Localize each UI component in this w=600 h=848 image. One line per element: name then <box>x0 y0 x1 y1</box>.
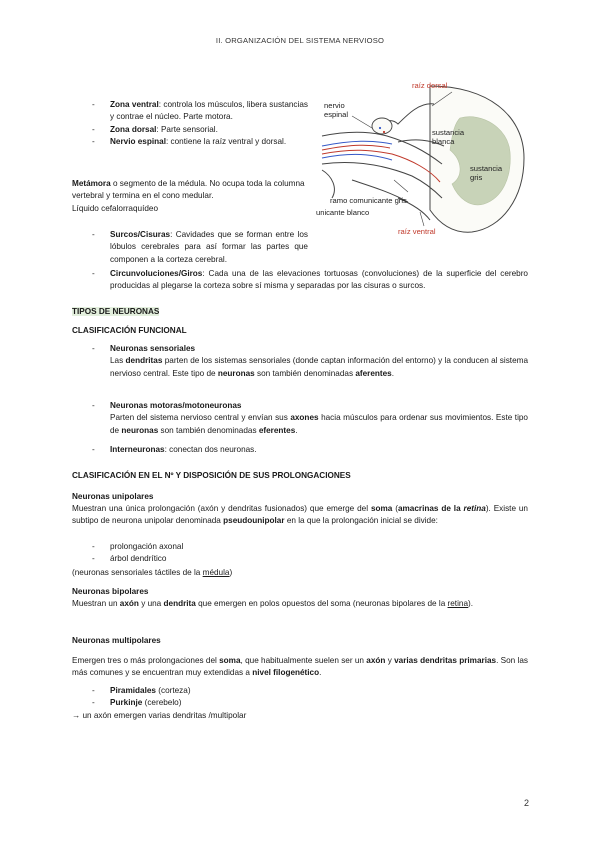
diagram-label-unicante-blanco: unicante blanco <box>316 208 370 217</box>
neuron-unipolares-title: Neuronas unipolares <box>72 492 154 501</box>
neuron-type-interneuronas: - Interneuronas: conectan dos neuronas. <box>92 445 257 454</box>
diagram-label-ramo-comunicante: ramo comunicante gris <box>330 196 407 205</box>
unipolar-sublist <box>92 541 184 566</box>
page-header: II. ORGANIZACIÓN DEL SISTEMA NERVIOSO <box>215 36 385 45</box>
neuron-unipolares-text: Muestran una única prolongación (axón y dendritas fusionados) que emerge del soma (amacrinas de la retina). Existe un subtipo de neurona unipolar denominada pseudounipolar en la que la prolongación inicial se divide: <box>72 504 528 526</box>
multipolar-sublist <box>92 685 191 710</box>
list-item: - prolongación axonal <box>92 542 184 551</box>
neuron-multipolares-title: Neuronas multipolares <box>72 636 161 645</box>
list-item: - Zona ventral: controla los músculos, libera sustancias y contrae el núcleo. Parte motora. <box>92 100 308 122</box>
spinal-list <box>92 99 308 149</box>
cortex-list-item: - Surcos/Cisuras: Cavidades que se forman entre los lóbulos cerebrales para así formar las partes que componen a la corteza cerebral. <box>92 230 308 264</box>
diagram-label-sustancia-gris: sustancia gris <box>470 164 503 182</box>
diagram-label-raiz-dorsal: raíz dorsal <box>412 81 448 90</box>
subsection-heading: CLASIFICACIÓN EN EL Nº Y DISPOSICIÓN DE SUS PROLONGACIONES <box>72 471 351 480</box>
subsection-heading: CLASIFICACIÓN FUNCIONAL <box>72 326 187 335</box>
diagram-label-sustancia-blanca: sustancia blanca <box>432 128 465 146</box>
unipolar-note: (neuronas sensoriales táctiles de la médula) <box>72 568 233 577</box>
neuron-multipolares-text: Emergen tres o más prolongaciones del soma, que habitualmente suelen ser un axón y varias dendritas primarias. Son las más comunes y se encuentran muy extendidas a nivel filogenético. <box>72 656 528 678</box>
list-item: - árbol dendrítico <box>92 554 167 564</box>
list-item: - Purkinje (cerebelo) <box>92 698 182 708</box>
list-item: - Zona dorsal: Parte sensorial. <box>92 124 218 134</box>
list-item: - Nervio espinal: contiene la raíz ventral y dorsal. <box>92 137 287 147</box>
neuron-type-sensoriales: - Neuronas sensoriales Las dendritas parten de los sistemas sensoriales (donde captan información del entorno) y la conducen al sistema nervioso central. Este tipo de neuronas son también denominadas aferentes. <box>92 344 529 378</box>
cortex-list-item: - Circunvoluciones/Giros: Cada una de las elevaciones tortuosas (convoluciones) de la superficie del cerebro producidas al plegarse la corteza sobre sí misma y separadas por las cisuras o surcos. <box>92 269 528 291</box>
diagram-label-raiz-ventral: raíz ventral <box>398 227 436 236</box>
neuron-bipolares-text: Muestran un axón y una dendrita que emergen en polos opuestos del soma (neuronas bipolares de la retina). <box>72 599 474 608</box>
neuron-bipolares-title: Neuronas bipolares <box>72 587 149 596</box>
section-title: TIPOS DE NEURONAS <box>72 307 160 316</box>
list-item: - Piramidales (corteza) <box>92 686 191 695</box>
metamora-paragraph: Metámora o segmento de la médula. No ocupa toda la columna vertebral y termina en el cono medular. Líquido cefalorraquídeo <box>72 179 305 213</box>
neuron-type-motoras: - Neuronas motoras/motoneuronas Parten del sistema nervioso central y envían sus axones hacia músculos para ordenar sus movimientos. Este tipo de neuronas son también denominadas eferentes. <box>92 401 528 435</box>
multipolar-note: → un axón emergen varias dendritas /multipolar <box>72 711 247 720</box>
page-number: 2 <box>524 798 530 808</box>
diagram-label-nervio-espinal: nervio espinal <box>324 101 349 119</box>
